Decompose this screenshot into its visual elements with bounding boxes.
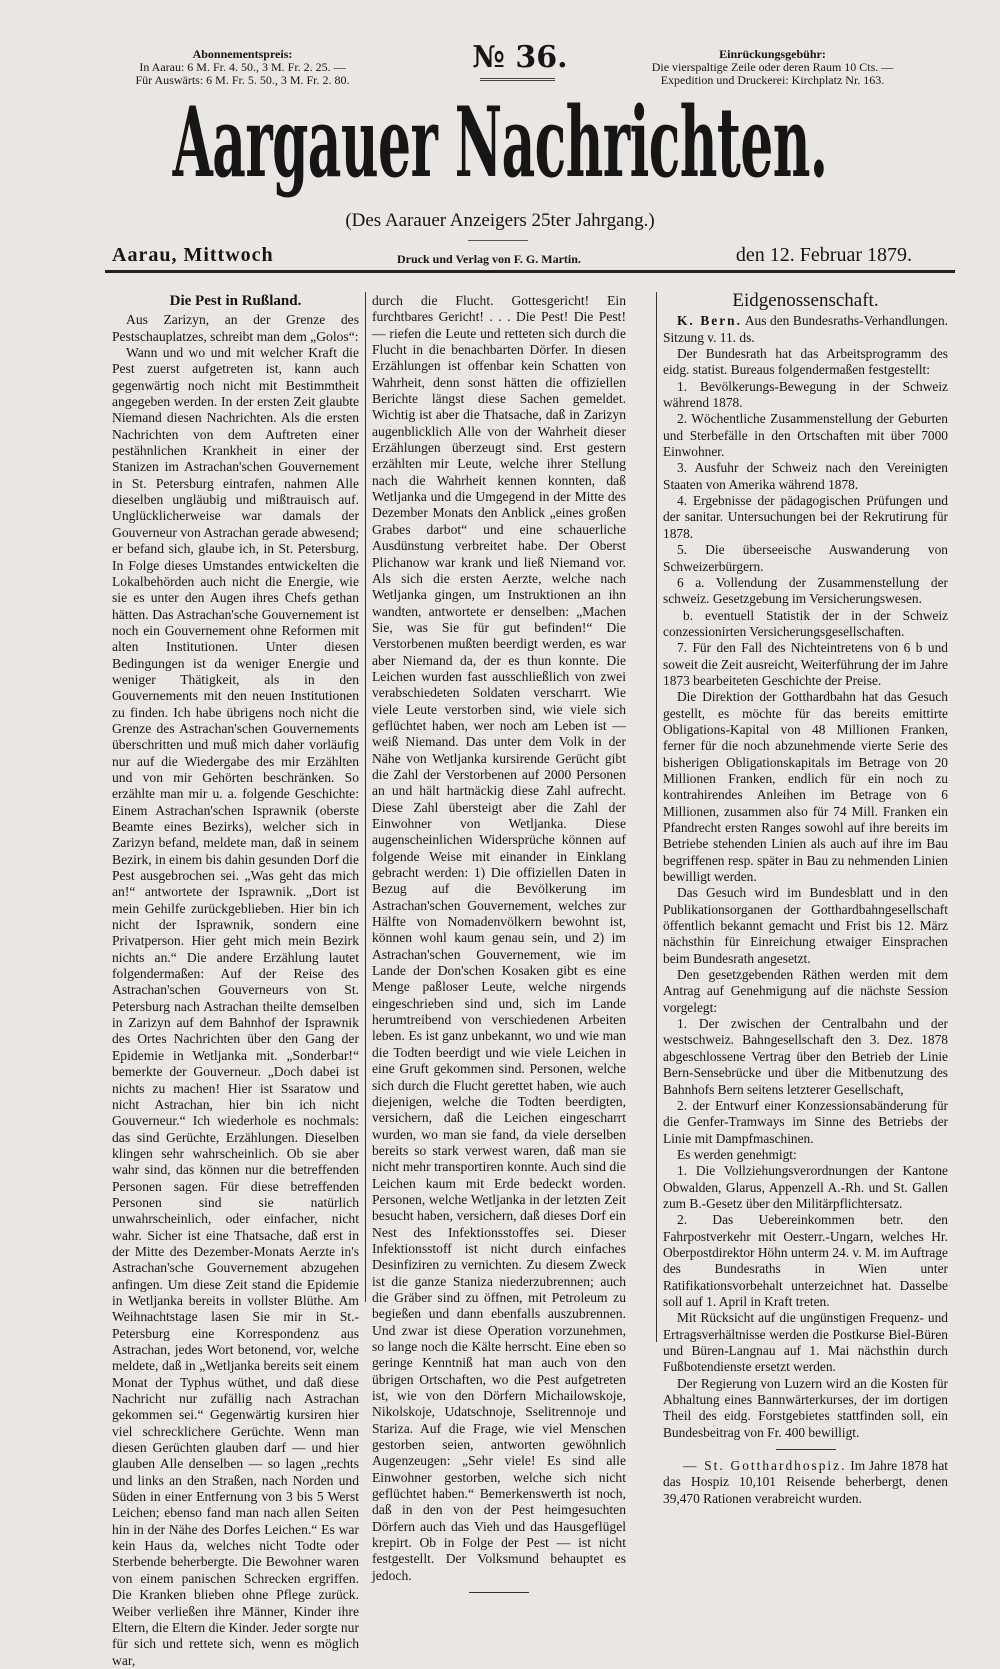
article-paragraph: Aus den Bundesraths-Verhandlungen. Sitzung v. 11. ds. xyxy=(663,313,948,345)
issue-date: den 12. Februar 1879. xyxy=(735,244,912,266)
article-paragraph: Mit Rücksicht auf die ungünstigen Frequenz- und Ertragsverhältnisse werden die Postkurse Biel-Büren und Büren-Langnau auf 1. Mai nächsthin durch Fußbotendienste ersetzt werden. xyxy=(663,1310,948,1375)
article-eidgenossenschaft xyxy=(663,290,948,1507)
article-paragraph: Den gesetzgebenden Räthen werden mit dem Antrag auf Genehmigung auf die nächste Session vorgelegt: xyxy=(663,967,948,1015)
article-paragraph: durch die Flucht. Gottesgericht! Ein furchtbares Gericht! . . . Die Pest! Die Pest! — riefen die Leute und retteten sich durch die Flucht in die benachbarten Dörfer. In diesen Erzählungen ist offenbar kein Schatten von Wahrheit, denn sonst hätten die offiziellen Berichte längst diese Sachen gemeldet. Wichtig ist aber die Thatsache, daß in Zarizyn augenblicklich Alle von der Wahrheit dieser Erzählungen überzeugt sind. Erst gestern erzählten mir Leute, welche ihrer Stellung nach die Wahrheit kennen konnten, daß Wetljanka und die Umgegend in der Mitte des Dezember Monats den Anblick „eines großen Grabes darbot“ und eine schauerliche Ausdünstung verbreitet habe. Der Oberst Plichanow war krank und ließ Niemand vor. Als sich die ersten Aerzte, welche nach Wetljanka gingen, um Instruktionen an ihn wandten, antwortete er denselben: „Machen Sie, was Sie für gut befinden!“ Die Verstorbenen mußten beerdigt werden, es war aber Niemand da, der es thun konnte. Die Leichen wurden fast ausschließlich von zwei verabschiedeten Soldaten verscharrt. Wie viele Leute verstorben sind, wie viele sich geflüchtet haben, wer noch am Leben ist — weiß Niemand. Das unter dem Volk in der Nähe von Wetljanka kursirende Gerücht gibt die Zahl der Verstorbenen auf 2000 Personen an und hält hartnäckig diese Zahl aufrecht. Diese Zahl übersteigt aber die Zahl der Einwohner von Wetljanka. Diese augenscheinlichen Widersprüche können auf folgende Weise mit einander in Einklang gebracht werden: 1) Die offiziellen Daten in Bezug auf die Bevölkerung im Astrachan'schen Gouvernement, welches zur Hälfte von Nomadenvölkern bewohnt ist, können wohl kaum genau sein, und 2) im Astrachan'schen Gouvernement, wie im Lande der Don'schen Kosaken gibt es eine Menge paßloser Leute, welche nirgends eingeschrieben sind und, sich im Lande herumtreibend von verschiedenen Arbeiten leben. Es ist ganz unbekannt, wo und wie man die Todten beerdigt und wie viele Leichen in eine Gruft gekommen sind. Personen, welche sich durch die Flucht gerettet haben, wie auch diejenigen, welche die Todten beerdigten, versichern, daß die Leichen eingescharrt wurden, wo man sie fand, da viele derselben bereits so stark verwest waren, daß man sie nicht mehr transportiren konnte. Auch sind die Leichen kaum mit Erde bedeckt worden. Personen, welche Wetljanka in der letzten Zeit besucht haben, versichern, daß dieses Dorf ein Nest des Infektionsstoffes sei. Dieser Infektionsstoff ist nicht durch einfaches Desinfiziren zu vernichten. Zu diesem Zweck ist die ganze Staniza niederzubrennen; auch die Gräber sind zu öffnen, mit Petroleum zu begießen und dann ebenfalls auszubrennen. Und zwar ist diese Operation vorzunehmen, so lange noch die Kälte herrscht. Eine eben so geringe Kenntniß hat man auch von den übrigen Ortschaften, wo die Pest aufgetreten ist, wie von den Dörfern Michailowskoje, Nikolskoje, Udatschnoje, Sselitrennoje und Stariza. Auf die Frage, wie viel Menschen gestorben seien, antworten gewöhnlich Augenzeugen: „Sehr viele! Es sind alle Einwohner gestorben, welche sich nicht geflüchtet haben.“ Bemerkenswerth ist noch, daß in den von der Pest heimgesuchten Dörfern auch das Vieh und das Hausgeflügel krepirt. Ob in Folge der Pest — ist nicht festgestellt. Der Volksmund behauptet es jedoch. xyxy=(372,293,626,1583)
article-paragraph: Im Jahre 1878 hat das Hospiz 10,101 Reisende beherbergt, denen 39,470 Rationen verabreicht wurden. xyxy=(663,1458,948,1506)
issue-underline xyxy=(480,78,555,81)
printer-imprint: Druck und Verlag von F. G. Martin. xyxy=(397,252,581,266)
article-paragraph: Aus Zarizyn, an der Grenze des Pestschauplatzes, schreibt man dem „Golos“: xyxy=(112,312,359,344)
insertion-title: Einrückungsgebühr: xyxy=(719,47,826,61)
subscription-line: In Aarau: 6 M. Fr. 4. 50., 3 M. Fr. 2. 25. — xyxy=(139,60,346,74)
header-rule xyxy=(105,270,955,273)
dateline xyxy=(112,244,912,268)
list-item: 2. Das Uebereinkommen betr. den Fahrpostverkehr mit Oesterr.-Ungarn, welches Hr. Oberpostdirektor Höhn unterm 24. v. M. im Auftrage des Bundesraths in Wien unter Ratifikationsvorbehalt unterzeichnet hat. Dasselbe soll auf 1. April in Kraft treten. xyxy=(663,1212,948,1309)
list-item: 1. Die Vollziehungsverordnungen der Kantone Obwalden, Glarus, Appenzell A.-Rh. und St. Gallen zum B.-Gesetz über den Militärpflichtersatz. xyxy=(663,1163,948,1211)
insertion-fee-box xyxy=(615,48,930,87)
dateline-place: K. Bern. xyxy=(677,313,742,329)
subscription-price-box xyxy=(100,48,385,87)
column-divider xyxy=(656,292,657,1342)
insertion-line: Expedition und Druckerei: Kirchplatz Nr. 163. xyxy=(660,73,885,87)
place-day: Aarau, Mittwoch xyxy=(112,244,274,266)
article-paragraph: Wann und wo und mit welcher Kraft die Pest zuerst aufgetreten ist, kann auch gegenwärtig noch nicht mit Bestimmtheit angegeben werden. In der ersten Zeit glaubte Niemand diesen Nachrichten. Als die ersten Nachrichten von dem Auftreten einer pestähnlichen Krankheit in einer der Stanizen im Astrachan'schen Gouvernement in St. Petersburg eintrafen, nahmen Alle dieselben ungläubig und mißtrauisch auf. Unglücklicherweise war damals der Gouverneur von Astrachan gerade abwesend; er befand sich, glaube ich, in St. Petersburg. In Folge dieses Umstandes entwickelten die Lokalbehörden auch nicht die Energie, wie sie es unter den Augen ihres Chefs gethan hätten. Das Astrachan'sche Gouvernement ist noch ein Gouvernement ohne Reformen mit alten Institutionen. Unter diesen Bedingungen ist da weniger Energie und weniger Thätigkeit, als in den Gouvernements mit den neuen Institutionen zu finden. Ich habe übrigens noch nicht die Grenze des Astrachan'schen Gouvernements überschritten und muß mich daher vorläufig nur auf die Wiedergabe des mir Erzählten und von mir Gehörten beschränken. So erzählte man mir u. a. folgende Geschichte: Einem Astrachan'schen Isprawnik (oberste Beamte eines Bezirks), welcher sich in Zarizyn befand, meldete man, daß in seinem Bezirk, in einem bis dahin gesunden Dorf die Pest ausgebrochen sei. „Was geht das mich an!“ antwortete der Isprawnik. „Dort ist mein Gehilfe zurückgeblieben. Hier bin ich nicht der Isprawnik, sondern eine Privatperson. Hier geht mich mein Bezirk nichts an.“ Die andere Erzählung lautet folgendermaßen: Auf der Reise des Astrachan'schen Gouverneurs von St. Petersburg nach Astrachan theilte demselben in Zarizyn auf dem Bahnhof der Isprawnik des Ortes Nachrichten über den Gang der Epidemie in Wetljanka mit. „Sonderbar!“ bemerkte der Gouverneur. „Doch dabei ist nichts zu machen! Hier ist Ssaratow und nicht Astrachan, hier bin ich nicht Gouverneur.“ Ich wiederhole es nochmals: das sind Gerüchte, Erzählungen. Dieselben klingen sehr wahrscheinlich. Ob sie aber wahr sind, das können nur die betreffenden Personen sagen. Für diese betreffenden Personen sind sie natürlich unwahrscheinlich, oder einfacher, nicht wahr. Sicher ist eine Thatsache, daß erst in der Mitte des Dezember-Monats Aerzte in's Astrachan'sche Gouvernement abzugehen anfingen. Um diese Zeit stand die Epidemie in Wetljanka bereits in vollster Blüthe. Am Weihnachtstage lasen Sie mir in St.-Petersburg eine Korrespondenz aus Astrachan, jedes Wort betonend, vor, welche meldete, daß in „Wetljanka bereits seit einem Monat der Typhus wüthet, und daß diese Nachricht nur zufällig nach Astrachan gekommen sei.“ Gegenwärtig kursiren hier viel schrecklichere Gerüchte. Wenn man diesen Gerüchten glauben darf — und hier glauben Alle denselben — so lagen „rechts und links an den Straßen, nach Norden und Süden in einer Entfernung von 3 bis 5 Werst Leichen; ebenso fand man nach allen Seiten hin in der Nähe des Dorfes Leichen.“ Es war kein Haus da, welches nicht Todte oder Sterbende beherbergte. Die Bewohner waren von einem panischen Schrecken ergriffen. Die Kranken blieben ohne Pflege zurück. Weiber verließen ihre Männer, Kinder ihre Eltern, die Eltern die Kinder. Jeder sorgte nur für sich und rettete sich, wenn es möglich war, xyxy=(112,345,360,1668)
list-item: 3. Ausfuhr der Schweiz nach den Vereinigten Staaten von Amerika während 1878. xyxy=(663,460,948,492)
list-item: b. eventuell Statistik der in der Schweiz conzessionirten Versicherungsgesellschaften. xyxy=(663,607,948,639)
end-rule xyxy=(469,1592,529,1593)
article-paragraph: Die Direktion der Gotthardbahn hat das Gesuch gestellt, es möchte für das bereits emittirte Obligations-Kapital von 48 Millionen Franken, ferner für die noch abzunehmende vierte Serie des bisherigen Obligationskapitals im Betrage von 20 Millionen Franken, endlich für ein noch zu kontrahirendes Anleihen im Betrage von 6 Millionen, zusammen also für 74 Mill. Franken ein Pfandrecht ersten Ranges sowohl auf ihre bereits im Betriebe stehenden Linien als auch auf ihre im Bau begriffenen resp. später in Bau zu nehmenden Linien bewilligt werden. xyxy=(663,689,948,885)
list-item: 2. der Entwurf einer Konzessionsabänderung für die Genfer-Tramways im Sinne des Betriebs der Linie mit Dampfmaschinen. xyxy=(663,1097,948,1146)
list-item: 1. Der zwischen der Centralbahn und der westschweiz. Bahngesellschaft den 3. Dez. 1878 abgeschlossene Vertrag über den Betrieb der Linie Bern-Sensebrücke und über die Mitbenutzung des Bahnhofs Bern seitens letzterer Gesellschaft, xyxy=(663,1016,948,1097)
column-divider xyxy=(365,292,366,1302)
article-pest-col1 xyxy=(112,293,359,1669)
issue-number: № 36. xyxy=(472,40,568,75)
insertion-line: Die vierspaltige Zeile oder deren Raum 10 Cts. — xyxy=(651,60,894,74)
article-paragraph: Der Bundesrath hat das Arbeitsprogramm des eidg. statist. Bureaus folgendermaßen festgestellt: xyxy=(663,346,948,378)
list-item: 2. Wöchentliche Zusammenstellung der Geburten und Sterbefälle in den Ortschaften mit über 7000 Einwohner. xyxy=(663,411,948,460)
list-item: 6 a. Vollendung der Zusammenstellung der schweiz. Gesetzgebung im Versicherungswesen. xyxy=(663,574,948,607)
gotthard-lead: — St. Gotthardhospiz. xyxy=(683,1458,847,1474)
divider xyxy=(468,240,528,241)
list-item: 7. Für den Fall des Nichteintretens von 6 b und soweit die Zeit ausreicht, Weiterführung der im Jahre 1873 bearbeiteten Geschichte der Preise. xyxy=(663,640,948,688)
section-rule xyxy=(776,1449,836,1450)
article-paragraph: Der Regierung von Luzern wird an die Kosten für Abhaltung eines Bannwärterkurses, der im dortigen Theil des eidg. Forstgebietes stattfinden soll, ein Bundesbeitrag von Fr. 400 bewilligt. xyxy=(663,1375,948,1440)
list-item: 4. Ergebnisse der pädagogischen Prüfungen und der sanitar. Untersuchungen bei der Rekrutirung für 1878. xyxy=(663,493,948,541)
masthead-subtitle: (Des Aarauer Anzeigers 25ter Jahrgang.) xyxy=(345,210,655,231)
section-title: Eidgenossenschaft. xyxy=(732,290,879,311)
article-title: Die Pest in Rußland. xyxy=(169,293,302,309)
subscription-line: Für Auswärts: 6 M. Fr. 5. 50., 3 M. Fr. 2. 80. xyxy=(135,73,350,87)
article-paragraph: Das Gesuch wird im Bundesblatt und in den Publikationsorganen der Gotthardbahngesellschaft öffentlich bekannt gemacht und Frist bis 12. März nächsthin für Einreichung etwaiger Einsprachen beim Bundesrath angesetzt. xyxy=(663,885,948,966)
article-paragraph: Es werden genehmigt: xyxy=(677,1146,797,1162)
article-pest-col2 xyxy=(372,293,626,1601)
list-item: 5. Die überseeische Auswanderung von Schweizerbürgern. xyxy=(663,542,948,574)
masthead-title: Aargauer Nachrichten. xyxy=(172,86,828,199)
list-item: 1. Bevölkerungs-Bewegung in der Schweiz während 1878. xyxy=(663,378,948,411)
subscription-title: Abonnementspreis: xyxy=(192,47,293,61)
